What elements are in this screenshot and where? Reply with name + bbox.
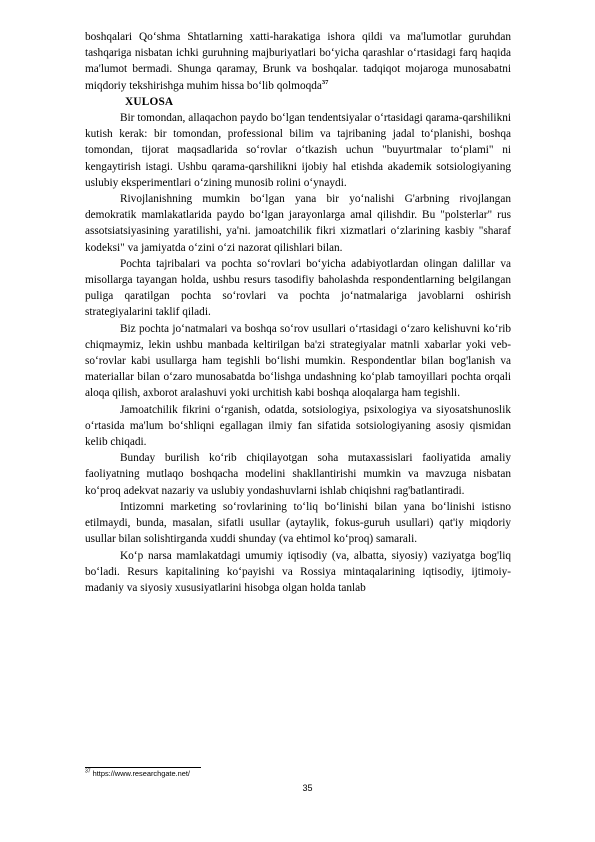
paragraph: Pochta tajribalari va pochta so‘rovlari bo‘yicha adabiyotlardan olingan dalillar va misollarga tayangan holda, ushbu resurs tasodifiy baholashda respondentlarning belgilangan puliga qaratilgan pochta so‘rovlari va pochta jo‘natmalariga javoblarni oshirish strategiyalarini taklif qiladi. (85, 257, 511, 319)
paragraph: Biz pochta jo‘natmalari va boshqa so‘rov usullari o‘rtasidagi o‘zaro kelishuvni ko‘rib chiqmaymiz, lekin ushbu manbada keltirilgan ba'zi strategiyalar matnli xabarlar yoki veb-so‘rovlar kabi usullarga ham tegishli bo‘lishi mumkin. Respondentlar bilan bog'lanish va materiallar bilan o‘zaro munosabatda bo‘lishga undashning ko‘plab tamoyillari pochta orqali aloqa qilish, axborot aralashuvi yoki urchitish kabi boshqa aloqalarga ham tegishli. (85, 322, 511, 400)
paragraph-continued (85, 29, 511, 94)
paragraph-text: boshqalari Qo‘shma Shtatlarning xatti-harakatiga ishora qildi va ma'lumotlar guruhdan tashqariga nisbatan ichki guruhning majburiyatlari bo‘yicha qarashlar o‘rtasidagi farq haqida ma'lumot bermadi. Shunga qaramay, Brunk va boshqalar. tadqiqot mojaroga munosabatni miqdoriy tekshirishga muhim hissa bo‘lib qolmoqda (85, 31, 511, 92)
footnote-number: 37 (85, 768, 91, 775)
paragraph: Ko‘p narsa mamlakatdagi umumiy iqtisodiy (va, albatta, siyosiy) vaziyatga bog'liq bo‘ladi. Resurs kapitalining ko‘payishi va Rossiya mintaqalarining iqtisodiy, ijtimoiy-madaniy va siyosiy xususiyatlarini hisobga olgan holda tanlab (85, 549, 511, 594)
paragraph: Intizomni marketing so‘rovlarining to‘liq bo‘linishi bilan yana bo‘linishi istisno etilmaydi, bunda, masalan, sifatli usullar (aytaylik, fokus-guruh usullari) qat'iy miqdoriy usullar bilan solishtirganda xuddi shunday (va ehtimol ko‘proq) samarali. (85, 500, 511, 546)
footnote-link[interactable]: https://www.researchgate.net/ (90, 769, 190, 778)
page-number: 35 (302, 783, 313, 793)
paragraph: Bunday burilish ko‘rib chiqilayotgan soha mutaxassislari faoliyatida amaliy faoliyatning mutlaqo boshqacha modelini shakllantirishi mumkin va mavzuga nisbatan ko‘proq adekvat nazariy va uslubiy yondashuvlarni ishlab chiqishni rag'batlantiradi. (85, 452, 511, 497)
paragraph: Rivojlanishning mumkin bo‘lgan yana bir yo‘nalishi G'arbning rivojlangan demokratik mamlakatlarida paydo bo‘lgan jarayonlarga amal qilishdir. Bu "polsterlar" rus assotsiatsiyasining yaratilishi, ya'ni. jamoatchilik fikri xizmatlari o‘zlarining kasbiy "sharaf kodeksi" va jamiyatda o‘zini o‘zi nazorat qilishlari bilan. (85, 193, 511, 254)
paragraph: Bir tomondan, allaqachon paydo bo‘lgan tendentsiyalar o‘rtasidagi qarama-qarshilikni kutish kerak: bir tomondan, professional bilim va tajribaning jadal to‘planishi, boshqa tomondan, tijorat maqsadlarida so‘rovlar o‘tkazish uchun "buyurtmalar to‘plami" ni kengaytirish istagi. Ushbu qarama-qarshilikni ijobiy hal etishda akademik sotsiologiyaning uslubiy eksperimentlari o‘zining munosib rolini o‘ynaydi. (85, 112, 511, 189)
paragraph: Jamoatchilik fikrini o‘rganish, odatda, sotsiologiya, psixologiya va siyosatshunoslik o‘rtasida ma'lum bo‘shliqni egallagan ilmiy fan sifatida sotsiologiyaning asosiy qismidan kelib chiqadi. (85, 403, 511, 449)
footnote (85, 769, 511, 778)
main-text (85, 29, 511, 596)
footnote-reference[interactable]: 37 (321, 78, 329, 86)
section-heading: XULOSA (125, 95, 174, 108)
footnote-separator (85, 767, 201, 768)
